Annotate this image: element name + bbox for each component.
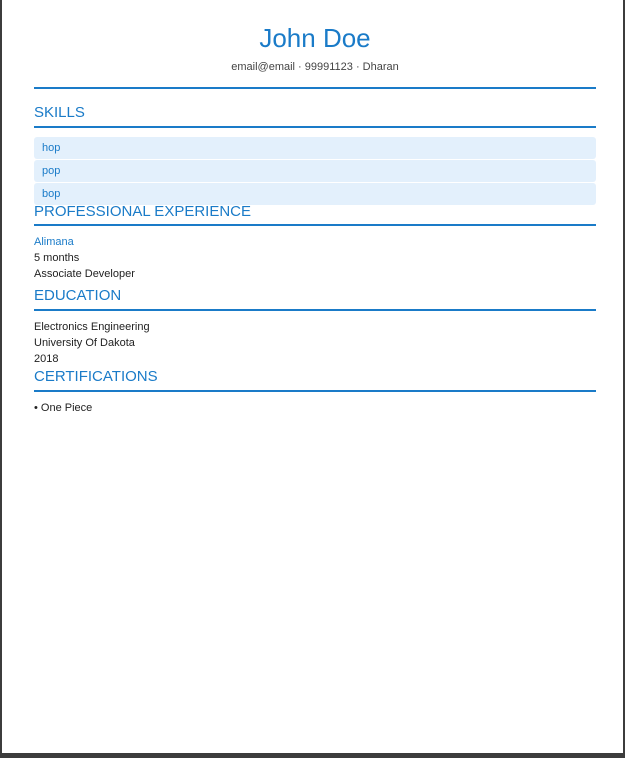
resume-sheet xyxy=(34,0,596,416)
candidate-name: John Doe xyxy=(259,23,371,53)
experience-heading: PROFESSIONAL EXPERIENCE xyxy=(34,203,252,220)
company-name: Alimana xyxy=(34,236,74,248)
degree-name: Electronics Engineering xyxy=(34,321,150,333)
education-heading: EDUCATION xyxy=(34,287,122,304)
graduation-year: 2018 xyxy=(34,353,59,365)
experience-divider xyxy=(34,224,596,226)
certifications-list xyxy=(34,400,596,416)
job-role: Associate Developer xyxy=(34,268,135,280)
skill-chip: pop xyxy=(34,160,596,182)
skill-chip: hop xyxy=(34,137,596,159)
education-entry xyxy=(34,319,596,367)
certification-item: • One Piece xyxy=(34,402,93,414)
skills-list xyxy=(34,137,596,205)
certifications-heading: CERTIFICATIONS xyxy=(34,368,158,385)
contact-line: email@email · 99991123 · Dharan xyxy=(231,61,399,73)
skills-divider xyxy=(34,126,596,128)
header-divider xyxy=(34,87,596,89)
certifications-divider xyxy=(34,390,596,392)
skill-chip: bop xyxy=(34,183,596,205)
skills-heading: SKILLS xyxy=(34,104,85,121)
education-divider xyxy=(34,309,596,311)
experience-entry xyxy=(34,234,596,282)
school-name: University Of Dakota xyxy=(34,337,135,349)
job-duration: 5 months xyxy=(34,252,80,264)
